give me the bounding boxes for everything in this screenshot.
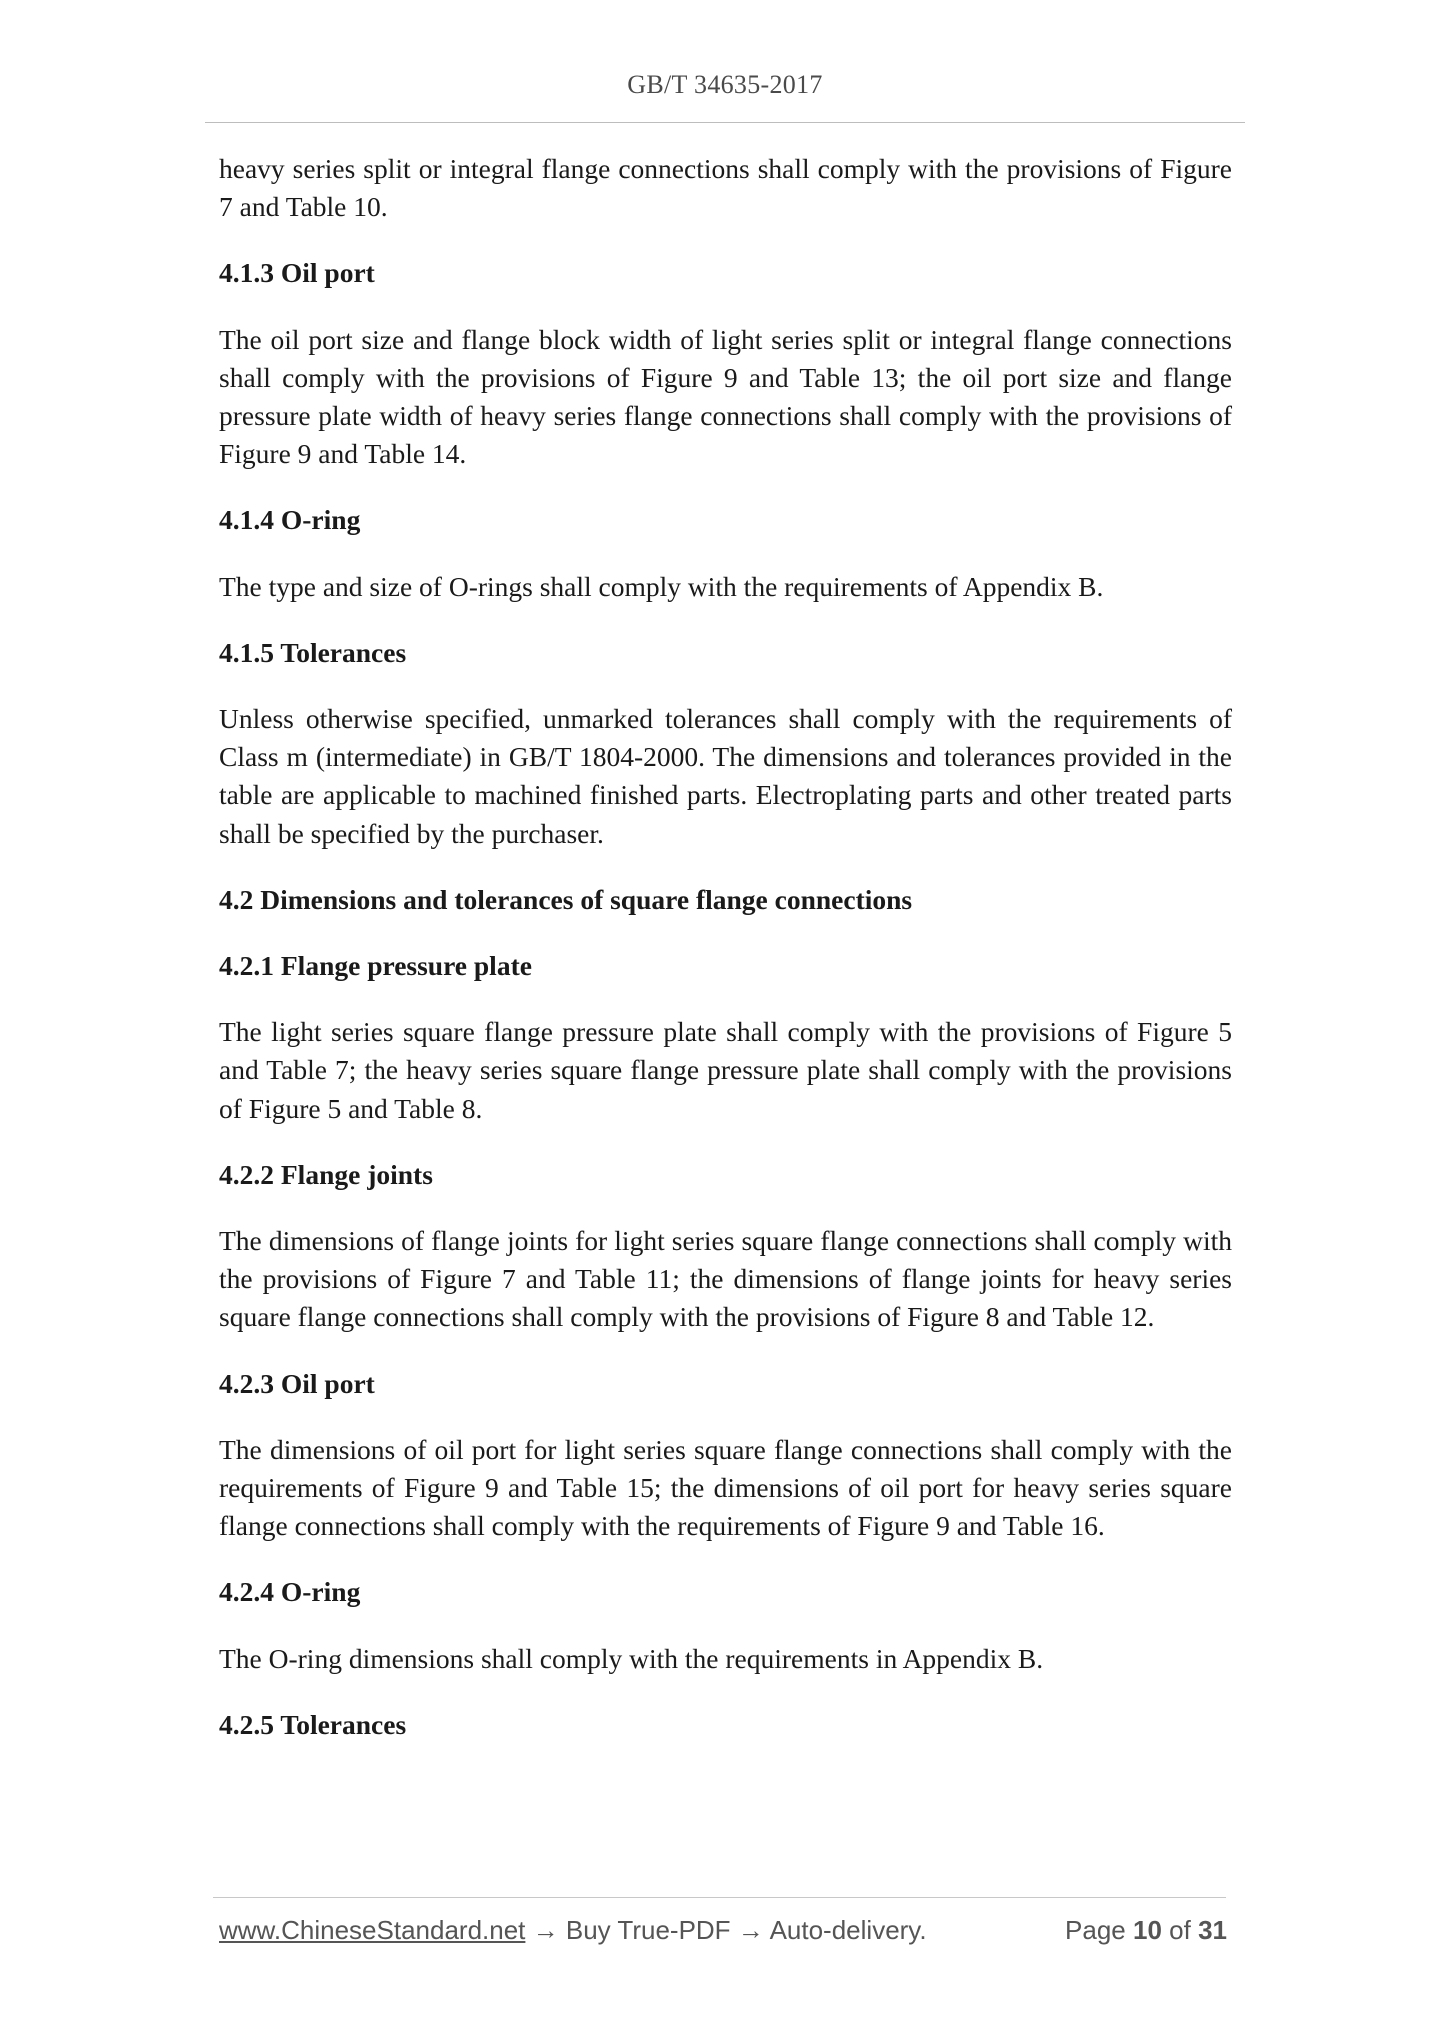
paragraph-4-1-5: Unless otherwise specified, unmarked tolerances shall comply with the requirements of Class m (intermediate) in GB/T 1804-2000. The dimensions and tolerances provided in the table are applicable to machined finished parts. Electroplating parts and other treated parts shall be specified by the purchaser.	[219, 703, 1232, 849]
paragraph-continuation: heavy series split or integral flange connections shall comply with the provisions of Figure 7 and Table 10.	[219, 153, 1232, 223]
document-body	[219, 150, 1232, 1772]
paragraph-4-2-4: The O-ring dimensions shall comply with the requirements in Appendix B.	[219, 1642, 1044, 1674]
heading-4-2-1: 4.2.1 Flange pressure plate	[219, 950, 532, 982]
document-code-header: GB/T 34635-2017	[627, 70, 823, 99]
footer-promo-text: → Buy True-PDF → Auto-delivery.	[525, 1915, 927, 1945]
page-number	[1065, 1915, 1227, 1946]
paragraph-4-1-4: The type and size of O-rings shall comply with the requirements of Appendix B.	[219, 570, 1104, 602]
header-divider	[205, 122, 1245, 123]
heading-4-1-4: 4.1.4 O-ring	[219, 504, 361, 536]
page-of-label: of	[1169, 1915, 1191, 1945]
footer-divider	[213, 1897, 1226, 1898]
paragraph-4-1-3: The oil port size and flange block width of light series split or integral flange connections shall comply with the provisions of Figure 9 and Table 13; the oil port size and flange pressure plate width of heavy series flange connections shall comply with the provisions of Figure 9 and Table 14.	[219, 323, 1232, 470]
paragraph-4-2-1: The light series square flange pressure plate shall comply with the provisions of Figure 5 and Table 7; the heavy series square flange pressure plate shall comply with the provisions of Figure 5 and Table 8.	[219, 1016, 1232, 1124]
heading-4-2-3: 4.2.3 Oil port	[219, 1367, 375, 1399]
heading-4-2-4: 4.2.4 O-ring	[219, 1576, 361, 1608]
page-total: 31	[1198, 1915, 1227, 1945]
website-link[interactable]: www.ChineseStandard.net	[219, 1915, 526, 1945]
footer-promo	[219, 1915, 927, 1946]
heading-4-2-2: 4.2.2 Flange joints	[219, 1158, 433, 1190]
paragraph-4-2-2: The dimensions of flange joints for light series square flange connections shall comply with the provisions of Figure 7 and Table 11; the dimensions of flange joints for heavy series square flange connections shall comply with the provisions of Figure 8 and Table 12.	[219, 1225, 1232, 1333]
page-label: Page	[1065, 1915, 1126, 1945]
paragraph-4-2-3: The dimensions of oil port for light series square flange connections shall comply with the requirements of Figure 9 and Table 15; the dimensions of oil port for heavy series square flange connections shall comply with the requirements of Figure 9 and Table 16.	[219, 1433, 1232, 1542]
heading-4-1-3: 4.1.3 Oil port	[219, 257, 375, 289]
page-current: 10	[1133, 1915, 1162, 1945]
heading-4-2-5: 4.2.5 Tolerances	[219, 1708, 407, 1740]
heading-4-2: 4.2 Dimensions and tolerances of square flange connections	[219, 883, 913, 915]
heading-4-1-5: 4.1.5 Tolerances	[219, 636, 407, 668]
